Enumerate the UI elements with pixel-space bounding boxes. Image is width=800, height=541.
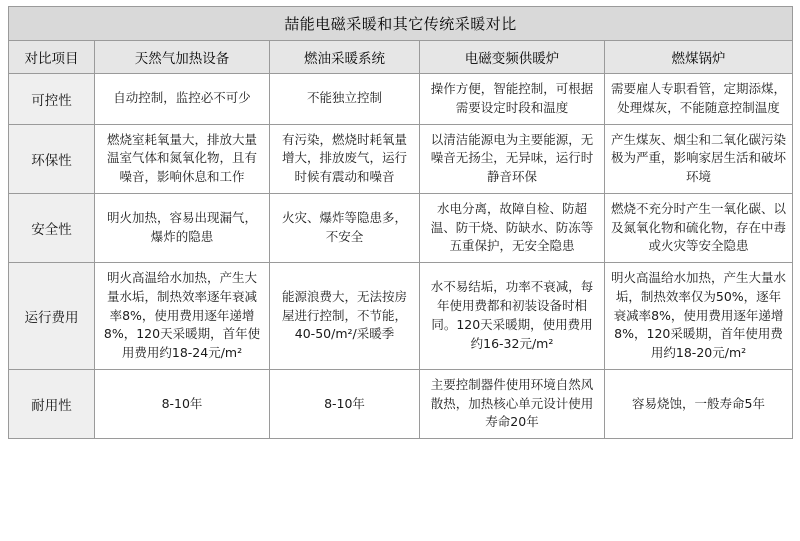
cell-durability-gas: 8-10年 — [95, 369, 270, 438]
cell-operating-cost-electromagnetic: 水不易结垢，功率不衰减，每年使用费都和初装设备时相同。120天采暖期，使用费用约16-32元/m² — [420, 263, 605, 370]
cell-durability-oil: 8-10年 — [270, 369, 420, 438]
comparison-table — [8, 6, 793, 439]
cell-durability-coal: 容易烧蚀，一般寿命5年 — [605, 369, 793, 438]
column-header-item: 对比项目 — [9, 41, 95, 74]
cell-durability-electromagnetic: 主要控制器件使用环境自然风散热，加热核心单元设计使用寿命20年 — [420, 369, 605, 438]
cell-safety-electromagnetic: 水电分离，故障自检、防超温、防干烧、防缺水、防冻等五重保护，无安全隐患 — [420, 193, 605, 262]
cell-environmental-gas: 燃烧室耗氧量大，排放大量温室气体和氮氧化物，且有噪音，影响休息和工作 — [95, 124, 270, 193]
table-header-row — [9, 41, 793, 74]
cell-safety-oil: 火灾、爆炸等隐患多，不安全 — [270, 193, 420, 262]
row-label-durability: 耐用性 — [9, 369, 95, 438]
table-row — [9, 369, 793, 438]
column-header-coal: 燃煤锅炉 — [605, 41, 793, 74]
cell-operating-cost-coal: 明火高温给水加热，产生大量水垢，制热效率仅为50%，逐年衰减率8%，使用费用逐年递增8%，120采暖期，首年使用费用约18-20元/m² — [605, 263, 793, 370]
cell-operating-cost-oil: 能源浪费大，无法按房屋进行控制，不节能，40-50/m²/采暖季 — [270, 263, 420, 370]
table-row — [9, 193, 793, 262]
cell-controllability-electromagnetic: 操作方便，智能控制，可根据需要设定时段和温度 — [420, 74, 605, 125]
cell-controllability-gas: 自动控制，监控必不可少 — [95, 74, 270, 125]
cell-operating-cost-gas: 明火高温给水加热，产生大量水垢，制热效率逐年衰减率8%，使用费用逐年递增8%，120天采暖期，首年使用费用约18-24元/m² — [95, 263, 270, 370]
table-row — [9, 263, 793, 370]
table-title-row — [9, 7, 793, 41]
row-label-operating-cost: 运行费用 — [9, 263, 95, 370]
table-row — [9, 124, 793, 193]
cell-safety-coal: 燃烧不充分时产生一氧化碳、以及氮氧化物和硫化物，存在中毒或火灾等安全隐患 — [605, 193, 793, 262]
column-header-oil: 燃油采暖系统 — [270, 41, 420, 74]
column-header-electromagnetic: 电磁变频供暖炉 — [420, 41, 605, 74]
column-header-gas: 天然气加热设备 — [95, 41, 270, 74]
cell-environmental-electromagnetic: 以清洁能源电为主要能源，无噪音无扬尘，无异味，运行时静音环保 — [420, 124, 605, 193]
row-label-controllability: 可控性 — [9, 74, 95, 125]
table-row — [9, 74, 793, 125]
row-label-safety: 安全性 — [9, 193, 95, 262]
cell-controllability-oil: 不能独立控制 — [270, 74, 420, 125]
cell-controllability-coal: 需要雇人专职看管，定期添煤，处理煤灰，不能随意控制温度 — [605, 74, 793, 125]
row-label-environmental: 环保性 — [9, 124, 95, 193]
table-title: 喆能电磁采暖和其它传统采暖对比 — [9, 7, 793, 41]
cell-safety-gas: 明火加热，容易出现漏气，爆炸的隐患 — [95, 193, 270, 262]
cell-environmental-coal: 产生煤灰、烟尘和二氧化碳污染极为严重，影响家居生活和破坏环境 — [605, 124, 793, 193]
cell-environmental-oil: 有污染，燃烧时耗氧量增大，排放废气，运行时候有震动和噪音 — [270, 124, 420, 193]
